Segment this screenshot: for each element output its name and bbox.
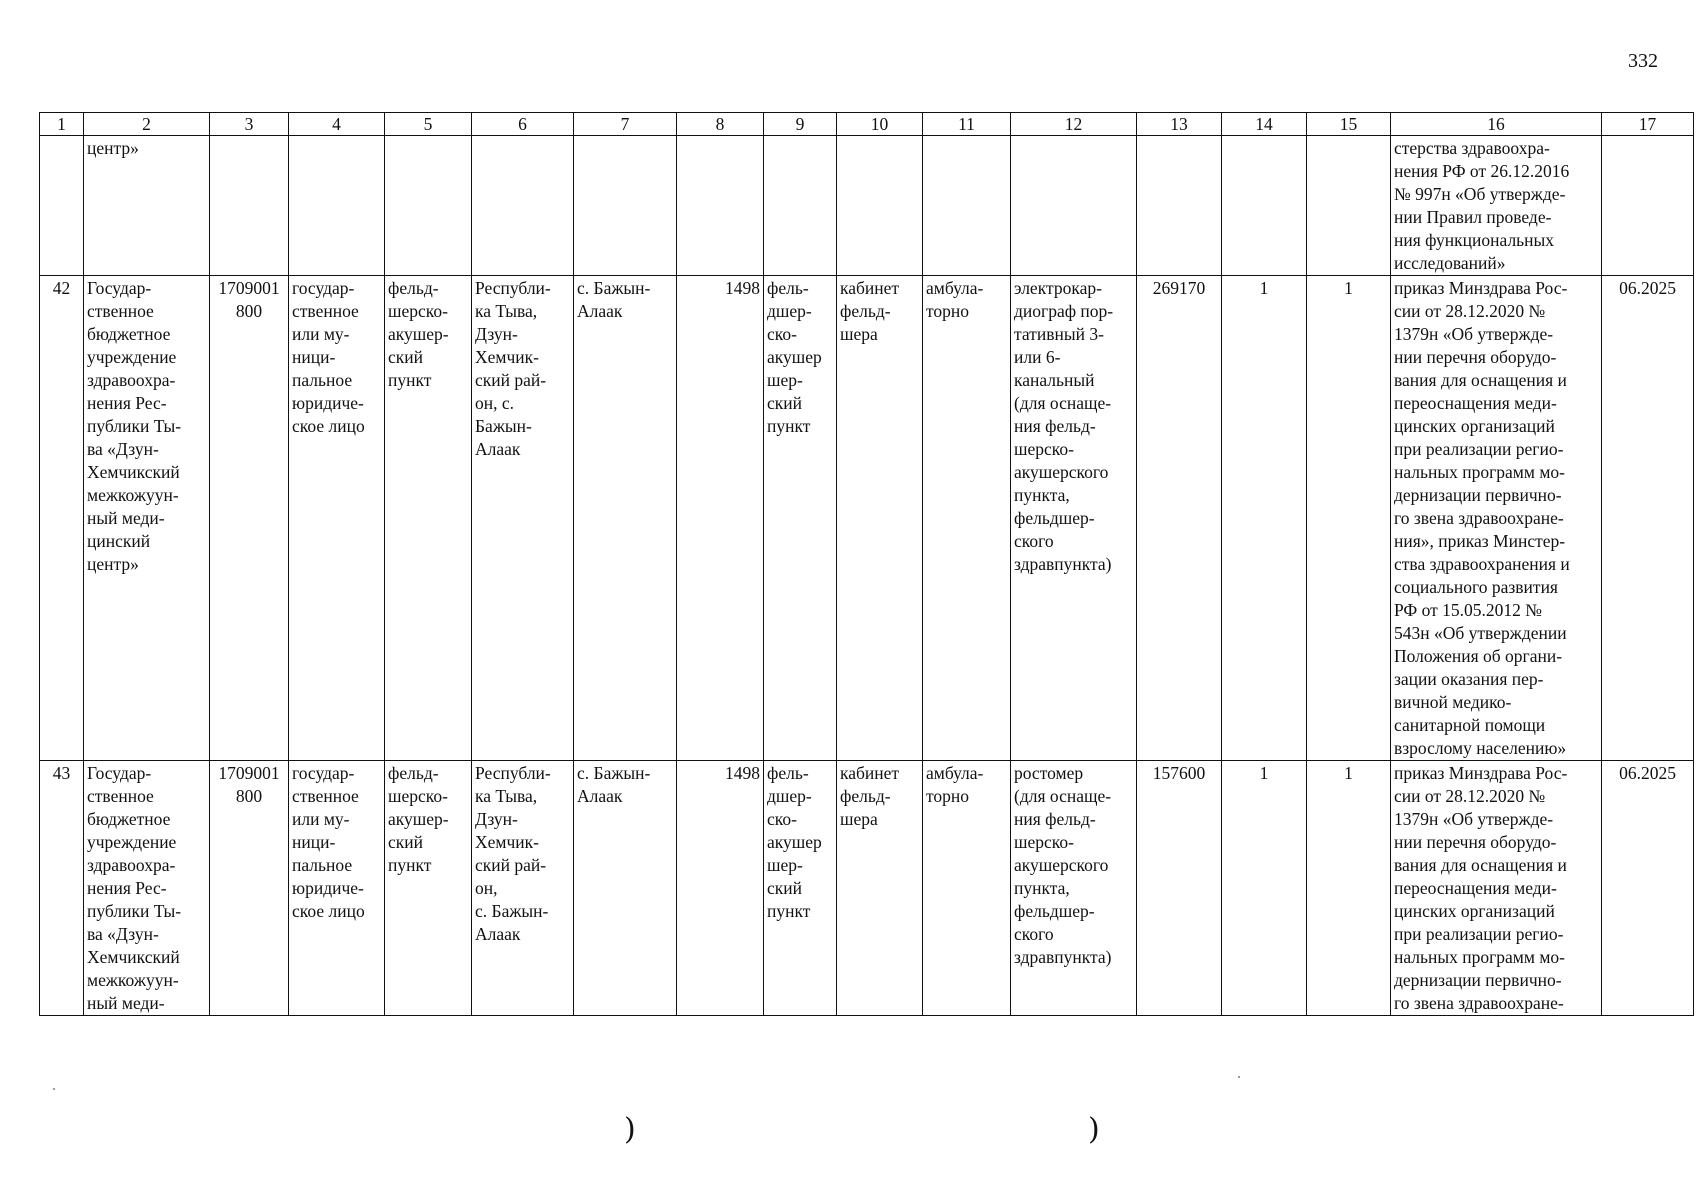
cell-facility-type: фельд- шерско- акушер- ский пункт	[385, 276, 472, 761]
cell-price: 269170	[1137, 276, 1222, 761]
column-number: 13	[1137, 113, 1222, 136]
cell-address	[472, 136, 574, 276]
cell-facility-type	[385, 136, 472, 276]
scan-speck	[53, 1088, 55, 1090]
cell-unit: фель- дшер- ско- акушер шер- ский пункт	[764, 276, 837, 761]
column-number: 6	[472, 113, 574, 136]
column-number: 8	[677, 113, 764, 136]
column-number: 7	[574, 113, 677, 136]
column-number: 10	[837, 113, 923, 136]
cell-settlement	[574, 136, 677, 276]
column-number: 17	[1602, 113, 1694, 136]
cell-address: Республи- ка Тыва, Дзун- Хемчик- ский рай- он, с. Бажын- Алаак	[472, 276, 574, 761]
cell-code: 1709001 800	[210, 276, 289, 761]
cell-date	[1602, 136, 1694, 276]
table-row	[40, 761, 1694, 1016]
scan-mark: )	[624, 1112, 636, 1147]
cell-facility-type: фельд- шерско- акушер- ский пункт	[385, 761, 472, 1016]
column-number: 9	[764, 113, 837, 136]
cell-population: 1498	[677, 761, 764, 1016]
column-number-row	[40, 113, 1694, 136]
cell-unit: фель- дшер- ско- акушер шер- ский пункт	[764, 761, 837, 1016]
cell-legal-basis: приказ Минздрава Рос- сии от 28.12.2020 № 1379н «Об утвержде- нии перечня оборудо- вания для оснащения и переоснащения меди- цинских организаций при реализации регио- нальных программ мо- дернизации первично- го звена здравоохране- ния», приказ Минстер- ства здравоохранения и социального развития РФ от 15.05.2012 № 543н «Об утверждении Положения об органи- зации оказания пер- вичной медико- санитарной помощи взрослому населению»	[1391, 276, 1602, 761]
column-number: 16	[1391, 113, 1602, 136]
table-row	[40, 276, 1694, 761]
cell-room	[837, 136, 923, 276]
cell-quantity: 1	[1222, 761, 1307, 1016]
equipment-table	[39, 112, 1694, 1016]
cell-address: Республи- ка Тыва, Дзун- Хемчик- ский рай- он, с. Бажын- Алаак	[472, 761, 574, 1016]
cell-row-number	[40, 136, 84, 276]
cell-quantity-2	[1307, 136, 1391, 276]
cell-legal-form: государ- ственное или му- ници- пальное юридиче- ское лицо	[289, 761, 385, 1016]
cell-code	[210, 136, 289, 276]
cell-care-mode	[923, 136, 1011, 276]
cell-equipment	[1011, 136, 1137, 276]
scan-speck	[1238, 1076, 1240, 1078]
column-number: 15	[1307, 113, 1391, 136]
cell-date: 06.2025	[1602, 761, 1694, 1016]
page-number: 332	[1628, 50, 1658, 72]
table-row	[40, 136, 1694, 276]
cell-row-number: 43	[40, 761, 84, 1016]
cell-institution: Государ- ственное бюджетное учреждение здравоохра- нения Рес- публики Ты- ва «Дзун- Хемчикский межкожуун- ный меди- цинский центр»	[84, 276, 210, 761]
cell-price	[1137, 136, 1222, 276]
cell-quantity-2: 1	[1307, 761, 1391, 1016]
cell-quantity	[1222, 136, 1307, 276]
cell-date: 06.2025	[1602, 276, 1694, 761]
column-number: 3	[210, 113, 289, 136]
cell-care-mode: амбула- торно	[923, 761, 1011, 1016]
cell-row-number: 42	[40, 276, 84, 761]
cell-population	[677, 136, 764, 276]
cell-settlement: с. Бажын- Алаак	[574, 276, 677, 761]
cell-room: кабинет фельд- шера	[837, 276, 923, 761]
cell-settlement: с. Бажын- Алаак	[574, 761, 677, 1016]
cell-quantity-2: 1	[1307, 276, 1391, 761]
cell-legal-form	[289, 136, 385, 276]
cell-price: 157600	[1137, 761, 1222, 1016]
column-number: 1	[40, 113, 84, 136]
cell-care-mode: амбула- торно	[923, 276, 1011, 761]
cell-equipment: электрокар- диограф пор- тативный 3- или 6- канальный (для оснаще- ния фельд- шерско- акушерского пункта, фельдшер- ского здравпункта)	[1011, 276, 1137, 761]
scan-mark: )	[1088, 1112, 1100, 1147]
column-number: 2	[84, 113, 210, 136]
column-number: 11	[923, 113, 1011, 136]
cell-equipment: ростомер (для оснаще- ния фельд- шерско- акушерского пункта, фельдшер- ского здравпункта)	[1011, 761, 1137, 1016]
column-number: 5	[385, 113, 472, 136]
cell-unit	[764, 136, 837, 276]
cell-institution: Государ- ственное бюджетное учреждение здравоохра- нения Рес- публики Ты- ва «Дзун- Хемчикский межкожуун- ный меди-	[84, 761, 210, 1016]
cell-room: кабинет фельд- шера	[837, 761, 923, 1016]
cell-code: 1709001 800	[210, 761, 289, 1016]
cell-legal-basis: приказ Минздрава Рос- сии от 28.12.2020 № 1379н «Об утвержде- нии перечня оборудо- вания для оснащения и переоснащения меди- цинских организаций при реализации регио- нальных программ мо- дернизации первично- го звена здравоохране-	[1391, 761, 1602, 1016]
cell-legal-basis: стерства здравоохра- нения РФ от 26.12.2016 № 997н «Об утвержде- нии Правил проведе- ния функциональных исследований»	[1391, 136, 1602, 276]
column-number: 4	[289, 113, 385, 136]
cell-legal-form: государ- ственное или му- ници- пальное юридиче- ское лицо	[289, 276, 385, 761]
cell-population: 1498	[677, 276, 764, 761]
cell-quantity: 1	[1222, 276, 1307, 761]
cell-institution: центр»	[84, 136, 210, 276]
column-number: 12	[1011, 113, 1137, 136]
column-number: 14	[1222, 113, 1307, 136]
